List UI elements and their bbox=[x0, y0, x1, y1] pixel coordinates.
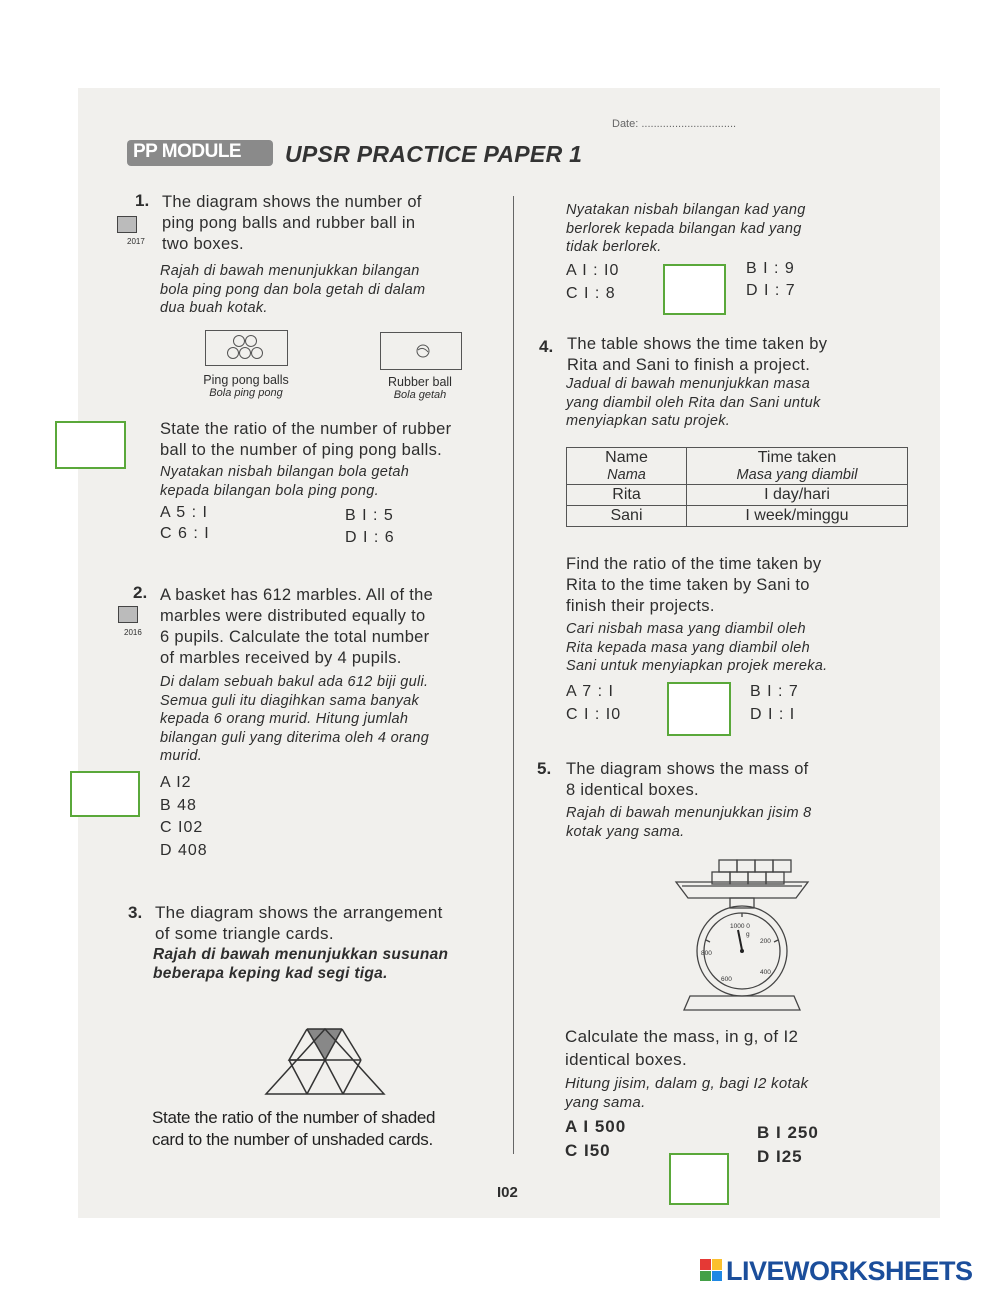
q2-answer-box[interactable] bbox=[70, 771, 140, 817]
q3-option-c: C I : 8 bbox=[566, 285, 616, 302]
q4-option-c: C I : I0 bbox=[566, 706, 622, 723]
year-badge-icon bbox=[118, 606, 138, 623]
q4-option-b: B I : 7 bbox=[750, 683, 799, 700]
rubber-ball-box bbox=[380, 332, 462, 370]
liveworksheets-logo-icon bbox=[700, 1259, 722, 1281]
q3-option-b: B I : 9 bbox=[746, 260, 795, 277]
q2-text-en: A basket has 612 marbles. All of the marbles were distributed equally to 6 pupils. Calculate the total number of marbles received by 4 pupils. bbox=[160, 586, 434, 667]
scale-label-top: 1000 0 bbox=[730, 923, 750, 930]
module-label: PP MODULE bbox=[133, 141, 242, 162]
footer-brand: LIVEWORKSHEETS bbox=[726, 1256, 973, 1286]
q4-text-en: The table shows the time taken by Rita and Sani to finish a project. bbox=[567, 335, 828, 374]
q4-option-d: D I : I bbox=[750, 706, 796, 723]
table-cell-name: Sani bbox=[567, 506, 687, 527]
q3-ask-en: State the ratio of the number of shaded card to the number of unshaded cards. bbox=[152, 1108, 436, 1149]
q5-ask-en: Calculate the mass, in g, of I2 identical boxes. bbox=[565, 1027, 799, 1069]
rubber-ball-icon bbox=[381, 333, 461, 369]
q2-text-ms: Di dalam sebuah bakul ada 612 biji guli. Semua guli itu diagihkan sama banyak kepada 6 orang murid. Hitung jumlah bilangan guli yang diterima oleh 4 orang murid. bbox=[160, 674, 430, 764]
q1-option-a: A 5 : I bbox=[160, 504, 208, 521]
q2-option-a: A I2 bbox=[160, 774, 192, 791]
q4-ask-ms: Cari nisbah masa yang diambil oleh Rita kepada masa yang diambil oleh Sani untuk menyiapkan projek mereka. bbox=[566, 621, 828, 674]
q1-year: 2017 bbox=[127, 237, 145, 246]
q5-ask-ms: Hitung jisim, dalam g, bagi I2 kotak yang sama. bbox=[565, 1075, 809, 1111]
q2-year: 2016 bbox=[124, 628, 142, 637]
q3-option-d: D I : 7 bbox=[746, 282, 796, 299]
q5-number: 5. bbox=[537, 759, 552, 778]
q1-text-ms: Rajah di bawah menunjukkan bilangan bola ping pong dan bola getah di dalam dua buah kotak. bbox=[160, 263, 426, 316]
q1-option-d: D I : 6 bbox=[345, 529, 395, 546]
table-header-name: Name Nama bbox=[567, 448, 687, 485]
scale-label-bottom-right: 400 bbox=[760, 969, 771, 976]
scale-unit: g bbox=[746, 931, 750, 938]
q3-number: 3. bbox=[128, 903, 143, 922]
table-cell-time: I day/hari bbox=[687, 485, 908, 506]
table-cell-time: I week/minggu bbox=[687, 506, 908, 527]
scale-label-left: 800 bbox=[701, 950, 712, 957]
q1-number: 1. bbox=[135, 191, 150, 210]
page-number: I02 bbox=[497, 1184, 518, 1201]
table-row bbox=[567, 506, 908, 527]
q2-option-d: D 408 bbox=[160, 842, 208, 859]
q5-option-d: D I25 bbox=[757, 1147, 803, 1166]
triangle-cards-diagram bbox=[263, 1026, 387, 1096]
q1-ask-en: State the ratio of the number of rubber ball to the number of ping pong balls. bbox=[160, 420, 452, 459]
q3-text-ms: Rajah di bawah menunjukkan susunan beberapa keping kad segi tiga. bbox=[153, 946, 449, 982]
time-table bbox=[566, 447, 908, 527]
q5-option-b: B I 250 bbox=[757, 1123, 819, 1142]
q4-number: 4. bbox=[539, 337, 554, 356]
q5-text-en: The diagram shows the mass of 8 identical boxes. bbox=[566, 760, 809, 799]
q3-text-en: The diagram shows the arrangement of some triangle cards. bbox=[155, 903, 443, 943]
q2-option-b: B 48 bbox=[160, 797, 197, 814]
q5-option-a: A I 500 bbox=[565, 1117, 627, 1136]
rubber-ball-caption: Rubber ball Bola getah bbox=[388, 375, 452, 401]
q1-option-b: B I : 5 bbox=[345, 507, 394, 524]
ping-pong-box bbox=[205, 330, 288, 366]
q1-answer-box[interactable] bbox=[55, 421, 126, 469]
q4-ask-en: Find the ratio of the time taken by Rita to the time taken by Sani to finish their projects. bbox=[566, 555, 822, 615]
table-cell-name: Rita bbox=[567, 485, 687, 506]
q1-text-en: The diagram shows the number of ping pong balls and rubber ball in two boxes. bbox=[162, 193, 422, 253]
q4-answer-box[interactable] bbox=[667, 682, 731, 736]
paper-title: UPSR PRACTICE PAPER 1 bbox=[285, 141, 583, 167]
q1-option-c: C 6 : I bbox=[160, 525, 210, 542]
ping-pong-caption: Ping pong balls Bola ping pong bbox=[203, 373, 289, 399]
column-divider bbox=[513, 196, 514, 1154]
q4-option-a: A 7 : I bbox=[566, 683, 614, 700]
weighing-scale-diagram bbox=[672, 854, 812, 1016]
q4-text-ms: Jadual di bawah menunjukkan masa yang diambil oleh Rita dan Sani untuk menyiapkan satu projek. bbox=[566, 376, 821, 429]
q2-option-c: C I02 bbox=[160, 819, 204, 836]
q5-option-c: C I50 bbox=[565, 1141, 611, 1160]
q3-answer-box[interactable] bbox=[663, 264, 726, 315]
scale-label-bottom: 600 bbox=[721, 976, 732, 983]
q5-answer-box[interactable] bbox=[669, 1153, 729, 1205]
scale-label-right: 200 bbox=[760, 938, 771, 945]
table-header-time: Time taken Masa yang diambil bbox=[687, 448, 908, 485]
year-badge-icon bbox=[117, 216, 137, 233]
q1-ask-ms: Nyatakan nisbah bilangan bola getah kepada bilangan bola ping pong. bbox=[160, 464, 410, 499]
q2-number: 2. bbox=[133, 583, 148, 602]
table-row bbox=[567, 485, 908, 506]
date-line: Date: ............................... bbox=[612, 118, 737, 130]
ping-pong-balls-icon bbox=[206, 331, 287, 365]
q3-cont-ms: Nyatakan nisbah bilangan kad yang berlorek kepada bilangan kad yang tidak berlorek. bbox=[566, 202, 806, 255]
q3-option-a: A I : I0 bbox=[566, 262, 620, 279]
q5-text-ms: Rajah di bawah menunjukkan jisim 8 kotak yang sama. bbox=[566, 805, 812, 840]
